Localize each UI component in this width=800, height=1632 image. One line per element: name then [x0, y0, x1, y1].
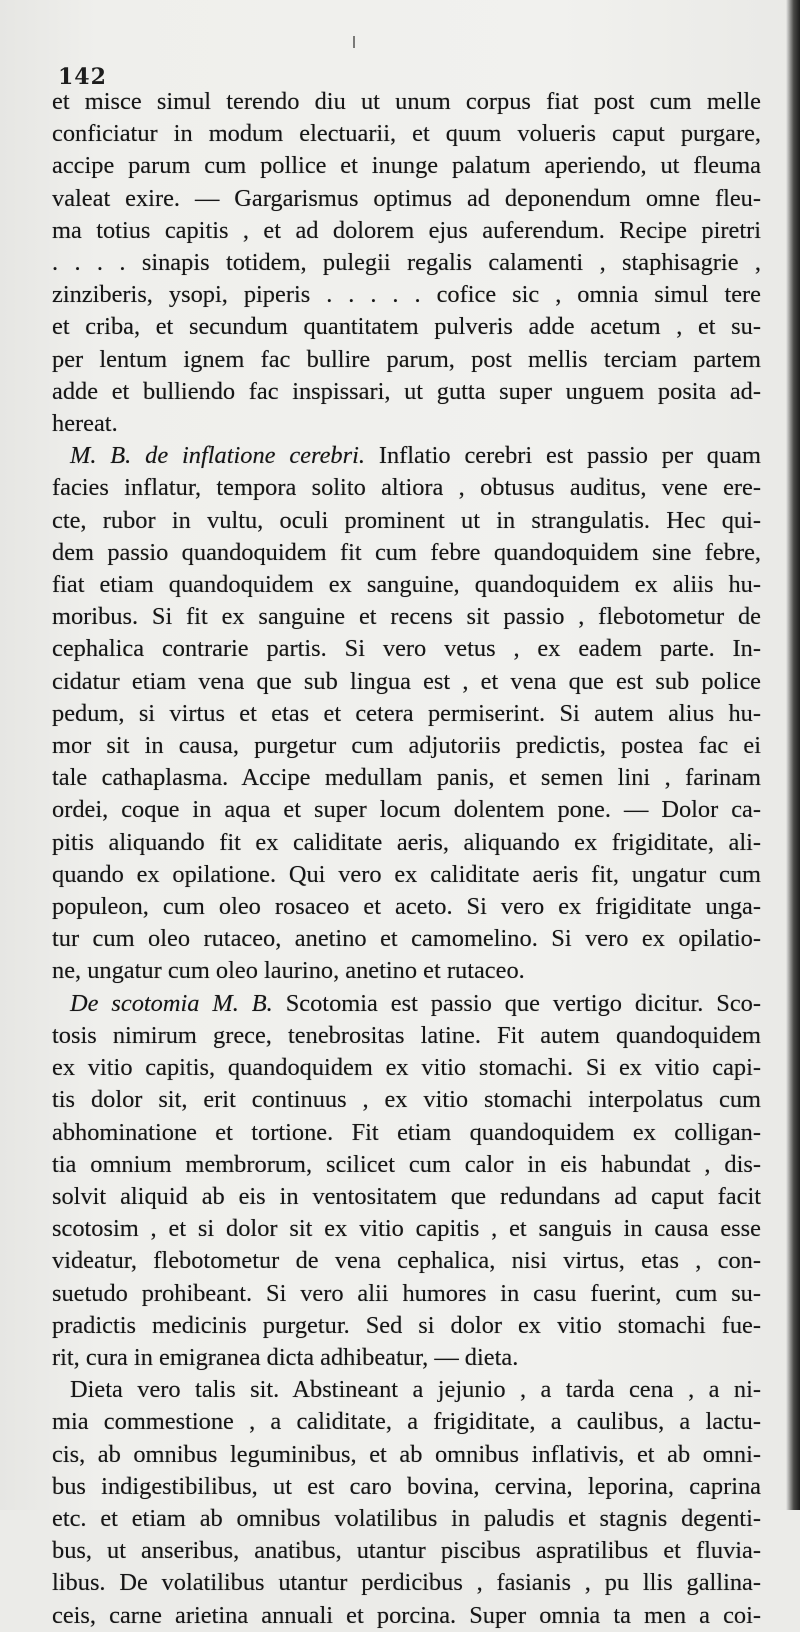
text-line: facies inflatur, tempora solito altiora , obtusus auditus, vene ere- — [52, 474, 761, 502]
text-line: accipe parum cum pollice et inunge palatum aperiendo, ut fleuma — [52, 152, 761, 180]
text-line: valeat exire. — Gargarismus optimus ad deponendum omne fleu- — [52, 184, 761, 212]
text-line: hereat. — [52, 410, 118, 438]
text-line: ordei, coque in aqua et super locum dolentem pone. — Dolor ca- — [52, 796, 761, 824]
text-line: quando ex opilatione. Qui vero ex caliditate aeris fit, ungatur cum — [52, 860, 761, 888]
text-line: Scotomia est passio que vertigo dicitur. Sco- — [285, 989, 761, 1017]
page-edge-shadow — [786, 0, 800, 1510]
text-line: . . . . sinapis totidem, pulegii regalis calamenti , staphisagrie , — [52, 249, 761, 277]
section-heading: De scotomia M. B. — [70, 989, 273, 1017]
text-line: suetudo prohibeant. Si vero alii humores in casu fuerint, cum su- — [52, 1279, 761, 1307]
scan-mark — [353, 36, 355, 48]
text-line: bus indigestibilibus, ut est caro bovina, cervina, leporina, caprina — [52, 1472, 761, 1500]
section-heading: M. B. de inflatione cerebri. — [70, 442, 365, 470]
text-line: cis, ab omnibus leguminibus, et ab omnibus inflativis, et ab omni- — [52, 1440, 761, 1468]
text-line: tia omnium membrorum, scilicet cum calor in eis habundat , dis- — [52, 1150, 761, 1178]
body-text — [52, 86, 761, 1632]
text-line: Dieta vero talis sit. Abstineant a jejunio , a tarda cena , a ni- — [70, 1376, 761, 1404]
text-line: rit, cura in emigranea dicta adhibeatur, — dieta. — [52, 1343, 519, 1371]
text-line: videatur, flebotometur de vena cephalica, nisi virtus, etas , con- — [52, 1247, 761, 1275]
text-line: mia commestione , a caliditate, a frigiditate, a caulibus, a lactu- — [52, 1408, 761, 1436]
text-line: tale cathaplasma. Accipe medullam panis, et semen lini , farinam — [52, 764, 761, 792]
text-line: populeon, cum oleo rosaceo et aceto. Si vero ex frigiditate unga- — [52, 893, 761, 921]
section-first-line — [52, 988, 761, 1020]
text-line: cephalica contrarie partis. Si vero vetus , ex eadem parte. In- — [52, 635, 761, 663]
text-line: ceis, carne arietina annuali et porcina. Super omnia ta men a coi- — [52, 1601, 761, 1629]
text-line: cte, rubor in vultu, oculi prominent ut in strangulatis. Hec qui- — [52, 506, 761, 534]
text-line: per lentum ignem fac bullire parum, post mellis terciam partem — [52, 345, 761, 373]
text-line: tur cum oleo rutaceo, anetino et camomelino. Si vero ex opilatio- — [52, 925, 761, 953]
text-line: Inflatio cerebri est passio per quam — [378, 442, 761, 470]
text-line: dem passio quandoquidem fit cum febre quandoquidem sine febre, — [52, 538, 761, 566]
text-line: fiat etiam quandoquidem ex sanguine, quandoquidem ex aliis hu- — [52, 571, 761, 599]
text-line: moribus. Si fit ex sanguine et recens sit passio , flebotometur de — [52, 603, 761, 631]
text-line: abhominatione et tortione. Fit etiam quandoquidem ex colligan- — [52, 1118, 761, 1146]
text-line: adde et bulliendo fac inspissari, ut gutta super unguem posita ad- — [52, 377, 761, 405]
text-line: ex vitio capitis, quandoquidem ex vitio stomachi. Si ex vitio capi- — [52, 1054, 761, 1082]
text-line: bus, ut anseribus, anatibus, utantur piscibus aspratilibus et fluvia- — [52, 1537, 761, 1565]
text-line: zinziberis, ysopi, piperis . . . . . cofice sic , omnia simul tere — [52, 281, 761, 309]
text-line: mor sit in causa, purgetur cum adjutoriis predictis, postea fac ei — [52, 732, 761, 760]
text-line: et misce simul terendo diu ut unum corpus fiat post cum melle — [52, 88, 761, 115]
text-line: et criba, et secundum quantitatem pulveris adde acetum , et su- — [52, 313, 761, 341]
text-line: libus. De volatilibus utantur perdicibus , fasianis , pu llis gallina- — [52, 1569, 761, 1597]
text-line: pedum, si virtus et etas et cetera permiserint. Si autem alius hu- — [52, 699, 761, 727]
text-line: tosis nimirum grece, tenebrositas latine. Fit autem quandoquidem — [52, 1021, 761, 1049]
text-line: pitis aliquando fit ex caliditate aeris, aliquando ex frigiditate, ali- — [52, 828, 761, 856]
text-line: ne, ungatur cum oleo laurino, anetino et rutaceo. — [52, 957, 525, 985]
text-line: etc. et etiam ab omnibus volatilibus in paludis et stagnis degenti- — [52, 1504, 761, 1532]
page-number: 142 — [58, 64, 107, 90]
text-line: cidatur etiam vena que sub lingua est , et vena que est sub police — [52, 667, 761, 695]
text-line: solvit aliquid ab eis in ventositatem que redundans ad caput facit — [52, 1182, 761, 1210]
text-line: pradictis medicinis purgetur. Sed si dolor ex vitio stomachi fue- — [52, 1311, 761, 1339]
section-first-line — [52, 440, 761, 472]
text-line: ma totius capitis , et ad dolorem ejus auferendum. Recipe piretri — [52, 216, 761, 244]
text-line: scotosim , et si dolor sit ex vitio capitis , et sanguis in causa esse — [52, 1215, 761, 1243]
text-line: tis dolor sit, erit continuus , ex vitio stomachi interpolatus cum — [52, 1086, 761, 1114]
text-line: conficiatur in modum electuarii, et quum volueris caput purgare, — [52, 120, 761, 148]
